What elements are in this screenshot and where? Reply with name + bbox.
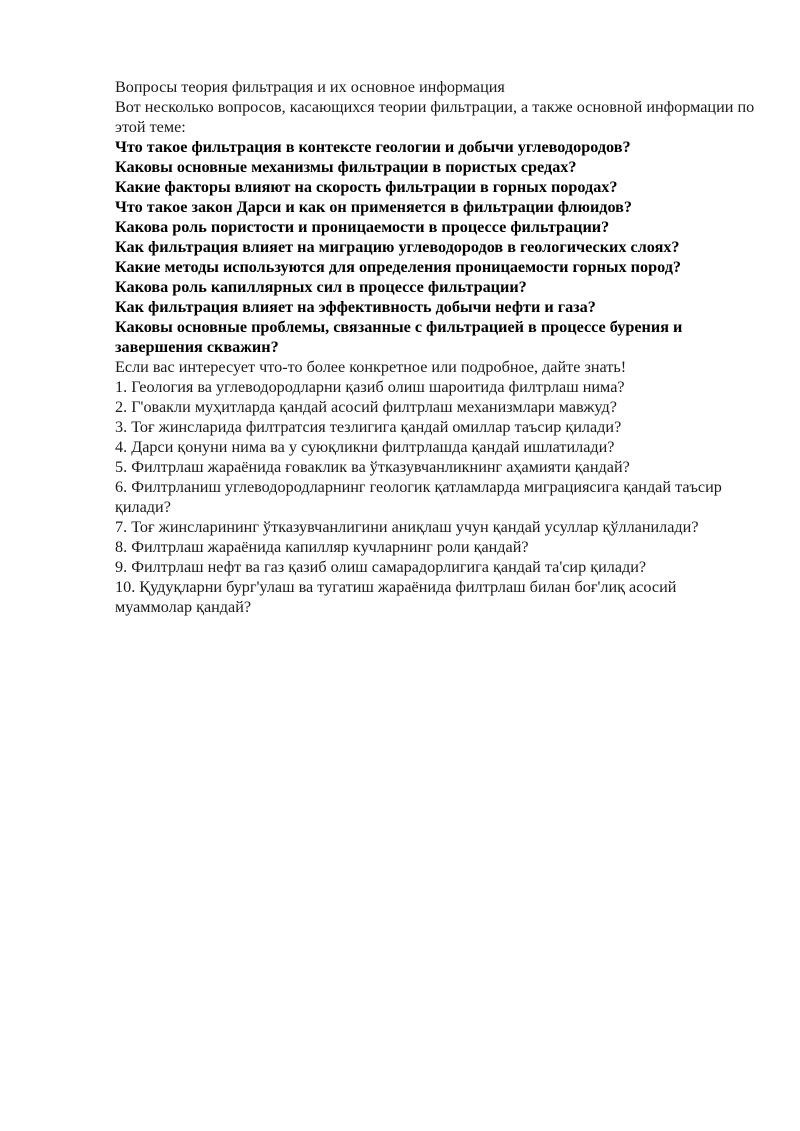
question-uz-item: 8. Филтрлаш жараёнида капилляр кучларнинг роли қандай? — [115, 538, 529, 556]
questions-uz-list — [115, 377, 755, 617]
questions-ru-list — [115, 137, 755, 357]
question-ru-item: Что такое фильтрация в контексте геологии и добычи углеводородов? — [115, 138, 631, 156]
document-page — [115, 77, 755, 617]
question-uz-item: 9. Филтрлаш нефт ва газ қазиб олиш самарадорлигига қандай та'сир қилади? — [115, 558, 647, 576]
question-ru-item: Что такое закон Дарси и как он применяется в фильтрации флюидов? — [115, 198, 632, 216]
question-uz-item: 7. Тоғ жинсларининг ўтказувчанлигини аниқлаш учун қандай усуллар қўлланилади? — [115, 518, 699, 536]
question-uz-item: 2. Г'овакли муҳитларда қандай асосий филтрлаш механизмлари мавжуд? — [115, 398, 617, 416]
question-uz-item: 10. Қудуқларни бург'улаш ва тугатиш жараёнида филтрлаш билан боғ'лиқ асосий муаммолар қандай? — [115, 578, 677, 616]
question-uz-item: 6. Филтрланиш углеводородларнинг геологик қатламларда миграциясига қандай таъсир қилади? — [115, 478, 722, 516]
closing-paragraph: Если вас интересует что-то более конкретное или подробное, дайте знать! — [115, 358, 627, 376]
question-uz-item: 1. Геология ва углеводородларни қазиб олиш шароитида филтрлаш нима? — [115, 378, 625, 396]
question-ru-item: Какова роль капиллярных сил в процессе фильтрации? — [115, 278, 527, 296]
question-uz-item: 4. Дарси қонуни нима ва у суюқликни филтрлашда қандай ишлатилади? — [115, 438, 615, 456]
intro-paragraph: Вот несколько вопросов, касающихся теории фильтрации, а также основной информации по этой теме: — [115, 98, 755, 136]
question-ru-item: Какова роль пористости и проницаемости в процессе фильтрации? — [115, 218, 610, 236]
question-uz-item: 5. Филтрлаш жараёнида ғоваклик ва ўтказувчанликнинг аҳамияти қандай? — [115, 458, 630, 476]
question-uz-item: 3. Тоғ жинсларида филтратсия тезлигига қандай омиллар таъсир қилади? — [115, 418, 622, 436]
question-ru-item: Каковы основные проблемы, связанные с фильтрацией в процессе бурения и завершения скважин? — [115, 318, 683, 356]
question-ru-item: Как фильтрация влияет на миграцию углеводородов в геологических слоях? — [115, 238, 680, 256]
question-ru-item: Как фильтрация влияет на эффективность добычи нефти и газа? — [115, 298, 596, 316]
question-ru-item: Какие факторы влияют на скорость фильтрации в горных породах? — [115, 178, 618, 196]
question-ru-item: Какие методы используются для определения проницаемости горных пород? — [115, 258, 682, 276]
question-ru-item: Каковы основные механизмы фильтрации в пористых средах? — [115, 158, 577, 176]
document-title: Вопросы теория фильтрация и их основное информация — [115, 78, 505, 96]
